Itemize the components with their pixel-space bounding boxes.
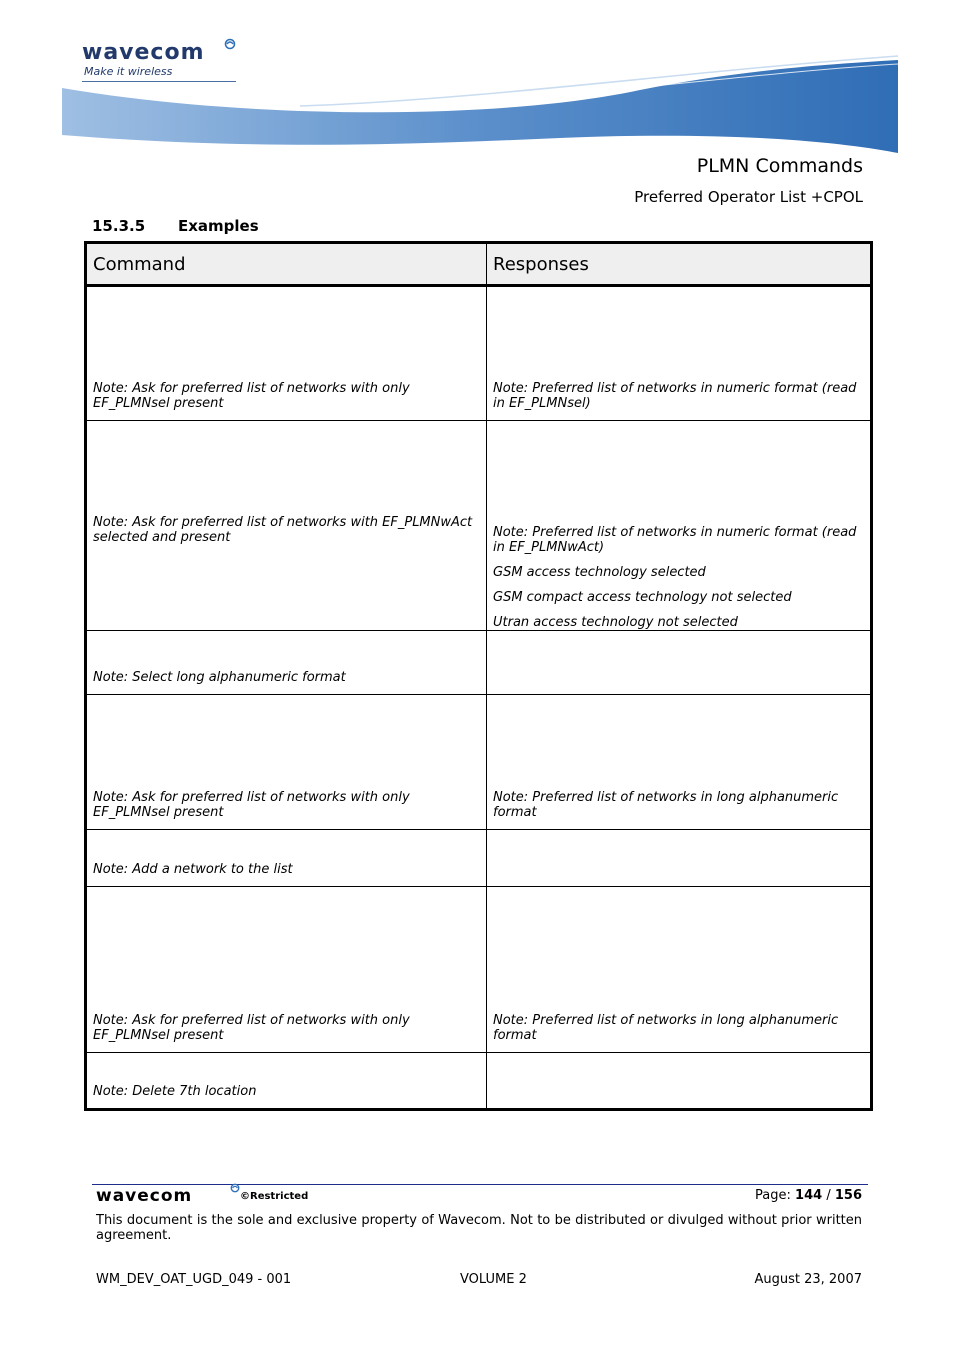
logo-tagline: Make it wireless <box>84 65 173 78</box>
examples-table <box>84 241 873 1111</box>
response-cell <box>487 631 872 695</box>
response-note: GSM access technology selected <box>493 565 706 580</box>
tagline-rule <box>82 81 236 82</box>
column-header-command: Command <box>86 243 487 286</box>
page-separator: / <box>826 1188 831 1203</box>
response-note: Note: Preferred list of networks in long alphanumeric format <box>493 790 839 820</box>
response-note: Note: Preferred list of networks in numeric format (read in EF_PLMNsel) <box>493 381 857 411</box>
example-title: Examples <box>178 217 259 235</box>
footer-logo-swirl-icon <box>230 1183 240 1193</box>
command-cell <box>86 421 487 631</box>
response-cell <box>487 1053 872 1110</box>
response-note: Note: Preferred list of networks in long alphanumeric format <box>493 1013 839 1043</box>
response-note: Note: Preferred list of networks in numeric format (read in EF_PLMNwAct) <box>493 525 857 555</box>
command-cell <box>86 887 487 1053</box>
section-subtitle: Preferred Operator List +CPOL <box>634 188 863 206</box>
response-note: GSM compact access technology not selected <box>493 590 792 605</box>
restricted-label: ©Restricted <box>240 1191 309 1202</box>
footer-rule <box>92 1184 868 1185</box>
table-row <box>86 695 872 830</box>
table-row <box>86 631 872 695</box>
section-title: PLMN Commands <box>696 155 863 177</box>
command-note: Note: Delete 7th location <box>93 1084 257 1099</box>
response-note: Utran access technology not selected <box>493 615 738 630</box>
document-id: WM_DEV_OAT_UGD_049 - 001 <box>96 1272 292 1287</box>
wavecom-logo: wavecom <box>82 40 205 65</box>
table-row <box>86 286 872 421</box>
command-cell <box>86 1053 487 1110</box>
response-cell <box>487 830 872 887</box>
response-cell <box>487 887 872 1053</box>
example-number: 15.3.5 <box>92 217 146 235</box>
page-current: 144 <box>795 1188 823 1203</box>
response-cell <box>487 695 872 830</box>
table-row <box>86 887 872 1053</box>
command-cell <box>86 286 487 421</box>
command-note: Note: Ask for preferred list of networks with only EF_PLMNsel present <box>93 790 410 820</box>
page-number <box>755 1188 862 1203</box>
table-row <box>86 830 872 887</box>
document-date: August 23, 2007 <box>754 1272 862 1287</box>
logo-swirl-icon <box>224 38 236 50</box>
table-header-row <box>86 243 872 286</box>
footer-wavecom-logo: wavecom <box>96 1186 193 1206</box>
table-row <box>86 421 872 631</box>
command-cell <box>86 830 487 887</box>
command-note: Note: Ask for preferred list of networks with only EF_PLMNsel present <box>93 1013 410 1043</box>
page-label: Page: <box>755 1188 791 1203</box>
command-note: Note: Ask for preferred list of networks with only EF_PLMNsel present <box>93 381 410 411</box>
example-heading <box>92 217 259 235</box>
response-cell <box>487 286 872 421</box>
column-header-responses: Responses <box>487 243 872 286</box>
response-cell <box>487 421 872 631</box>
disclaimer: This document is the sole and exclusive property of Wavecom. Not to be distributed or divulged without prior written agreement. <box>96 1213 862 1243</box>
command-cell <box>86 695 487 830</box>
command-note: Note: Select long alphanumeric format <box>93 670 346 685</box>
command-cell <box>86 631 487 695</box>
table-row <box>86 1053 872 1110</box>
command-note: Note: Ask for preferred list of networks with EF_PLMNwAct selected and present <box>93 515 473 545</box>
page-total: 156 <box>834 1188 862 1203</box>
command-note: Note: Add a network to the list <box>93 862 293 877</box>
volume-label: VOLUME 2 <box>460 1272 527 1287</box>
